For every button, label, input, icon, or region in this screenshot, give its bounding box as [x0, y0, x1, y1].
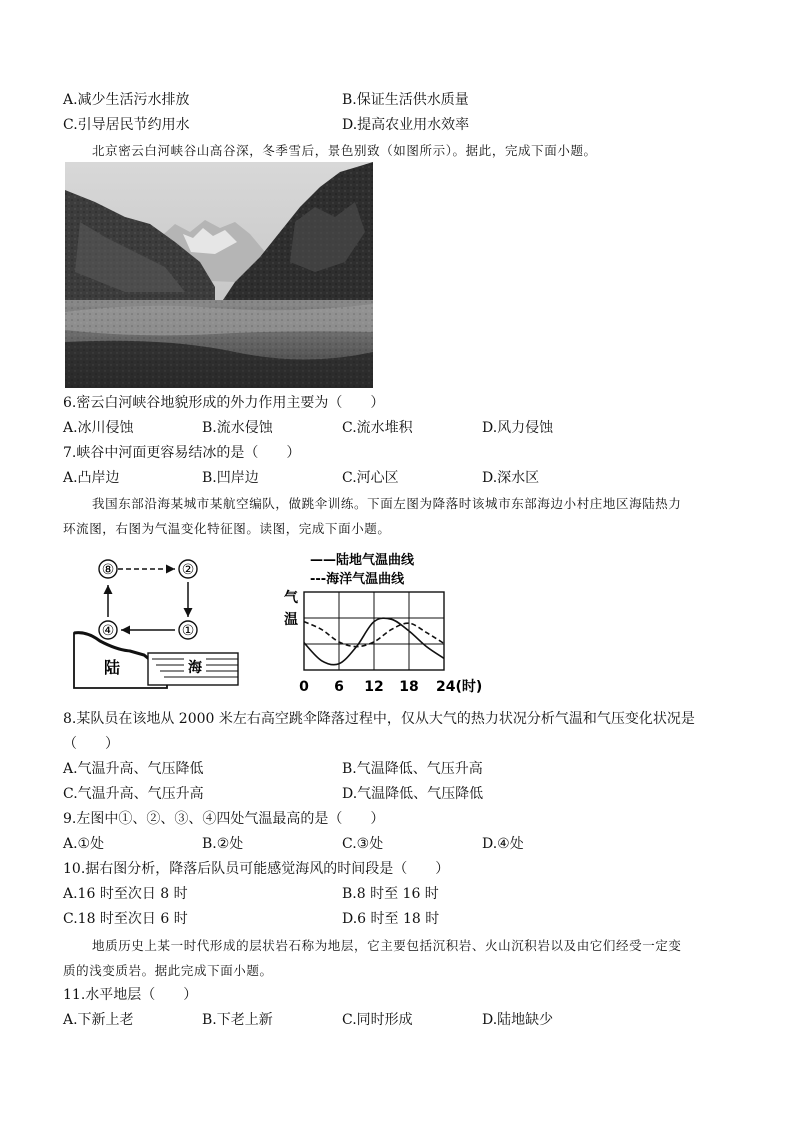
passage-parachute-line2: 环流图，右图为气温变化特征图。读图，完成下面小题。: [63, 521, 391, 536]
q11-option-d: D.陆地缺少: [482, 1012, 554, 1028]
question-8-paren: （ ）: [63, 736, 119, 752]
node-bottom-right: ①: [181, 623, 195, 639]
x-tick-label: 12: [364, 679, 384, 695]
q8-option-c: C.气温升高、气压升高: [63, 786, 204, 802]
q7-option-b: B.凹岸边: [202, 470, 259, 486]
question-6-stem: 6.密云白河峡谷地貌形成的外力作用主要为（ ）: [63, 395, 385, 411]
question-9-stem: 9.左图中①、②、③、④四处气温最高的是（ ）: [63, 811, 385, 827]
q6-option-d: D.风力侵蚀: [482, 420, 554, 436]
temperature-chart: [280, 548, 490, 698]
q11-option-c: C.同时形成: [342, 1012, 413, 1028]
question-8-stem: 8.某队员在该地从 2000 米左右高空跳伞降落过程中，仅从大气的热力状况分析气温和气压变化状况是: [63, 711, 695, 727]
q6-option-b: B.流水侵蚀: [202, 420, 273, 436]
q7-option-a: A.凸岸边: [63, 470, 120, 486]
node-top-left: ⑧: [101, 562, 115, 578]
node-bottom-left: ④: [101, 623, 115, 639]
q6-option-c: C.流水堆积: [342, 420, 413, 436]
passage-baihe-canyon: 北京密云白河峡谷山高谷深，冬季雪后，景色别致（如图所示）。据此，完成下面小题。: [92, 143, 597, 158]
question-10-stem: 10.据右图分析，降落后队员可能感觉海风的时间段是（ ）: [63, 861, 450, 877]
q5-option-b: B.保证生活供水质量: [342, 92, 469, 108]
passage-strata-line1: 地质历史上某一时代形成的层状岩石称为地层，它主要包括沉积岩、火山沉积岩以及由它们经受一定变: [92, 938, 682, 953]
x-tick-label: 24(时): [436, 679, 483, 695]
node-top-right: ②: [181, 562, 195, 578]
legend-land: ——陆地气温曲线: [310, 553, 415, 568]
q10-option-d: D.6 时至 18 时: [342, 911, 440, 927]
q10-option-a: A.16 时至次日 8 时: [63, 886, 188, 902]
q11-option-b: B.下老上新: [202, 1012, 273, 1028]
x-tick-label: 0: [299, 679, 309, 695]
passage-parachute-line1: 我国东部沿海某城市某航空编队，做跳伞训练。下面左图为降落时该城市东部海边小村庄地区海陆热力: [92, 496, 682, 511]
canyon-photo: [65, 162, 373, 388]
q9-option-c: C.③处: [342, 836, 384, 852]
passage-strata-line2: 质的浅变质岩。据此完成下面小题。: [63, 963, 273, 978]
legend-sea: ---海洋气温曲线: [310, 572, 405, 587]
q6-option-a: A.冰川侵蚀: [63, 420, 134, 436]
q5-option-a: A.减少生活污水排放: [63, 92, 190, 108]
q10-option-b: B.8 时至 16 时: [342, 886, 439, 902]
q9-option-d: D.④处: [482, 836, 524, 852]
land-sea-circulation-diagram: [72, 555, 242, 690]
q7-option-c: C.河心区: [342, 470, 399, 486]
q10-option-c: C.18 时至次日 6 时: [63, 911, 188, 927]
land-label: 陆: [103, 658, 121, 677]
y-axis-label: 气 温: [284, 590, 298, 628]
sea-label: 海: [188, 660, 202, 676]
q9-option-b: B.②处: [202, 836, 244, 852]
q9-option-a: A.①处: [63, 836, 105, 852]
q5-option-d: D.提高农业用水效率: [342, 117, 470, 133]
x-tick-label: 18: [399, 679, 419, 695]
q8-option-a: A.气温升高、气压降低: [63, 761, 204, 777]
x-tick-label: 6: [334, 679, 344, 695]
q5-option-c: C.引导居民节约用水: [63, 117, 190, 133]
question-7-stem: 7.峡谷中河面更容易结冰的是（ ）: [63, 445, 301, 461]
q7-option-d: D.深水区: [482, 470, 540, 486]
question-11-stem: 11.水平地层（ ）: [63, 987, 198, 1003]
q8-option-d: D.气温降低、气压降低: [342, 786, 484, 802]
q8-option-b: B.气温降低、气压升高: [342, 761, 483, 777]
q11-option-a: A.下新上老: [63, 1012, 134, 1028]
